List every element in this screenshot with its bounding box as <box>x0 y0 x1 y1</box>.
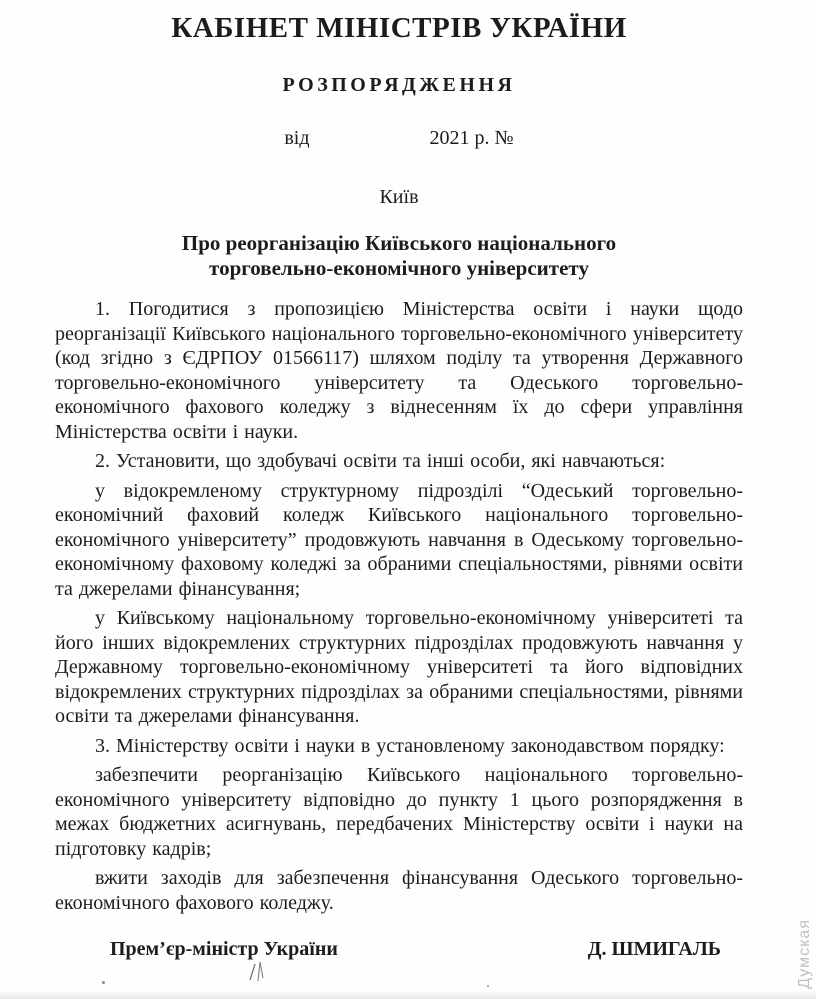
document-title-line1: Про реорганізацію Київського національного <box>181 231 617 255</box>
date-year-number: 2021 р. № <box>429 127 514 149</box>
doc-type-heading: РОЗПОРЯДЖЕННЯ <box>282 74 516 96</box>
scan-bottom-edge <box>0 990 816 999</box>
signer-position: Прем’єр-міністр України <box>110 938 338 960</box>
body-paragraph: забезпечити реорганізацію Київського національного торговельно-економічного університету відповідно до пункту 1 цього розпорядження в межах бюджетних асигнувань, передбачених Міністерству освіти і науки на підготовку кадрів; <box>55 764 743 860</box>
date-line <box>55 127 743 150</box>
document-title <box>55 231 743 281</box>
document-title-line2: торговельно-економічного університету <box>209 256 589 280</box>
body-paragraph: 2. Установити, що здобувачі освіти та інші особи, які навчаються: <box>95 450 666 472</box>
signer-name: Д. ШМИГАЛЬ <box>587 938 721 960</box>
body-paragraph: у Київському національному торговельно-економічному університеті та його інших відокремлених структурних підрозділах продовжують навчання у Державному торговельно-економічному університеті та його відповідних відокремлених структурних підрозділах за обраними спеціальностями, рівнями освіти та джерелами фінансування. <box>55 607 743 727</box>
body-paragraph: 3. Міністерству освіти і науки в установленому законодавством порядку: <box>95 734 725 757</box>
date-prefix: від <box>284 127 310 149</box>
signature-block <box>110 938 721 961</box>
body-paragraph: 1. Погодитися з пропозицією Міністерства освіти і науки щодо реорганізації Київського національного торговельно-економічного університету (код згідно з ЄДРПОУ 01566117) шляхом поділу та утворення Державного торговельно-економічного університету та Одеського торговельно-економічного фахового коледжу з віднесенням їх до сфери управління Міністерства освіти і науки. <box>55 298 743 443</box>
pen-stroke-artifact <box>248 956 270 982</box>
document-body <box>55 297 743 915</box>
org-name-heading: КАБІНЕТ МІНІСТРІВ УКРАЇНИ <box>171 12 627 44</box>
watermark-text: Думская <box>796 919 813 989</box>
body-paragraph: у відокремленому структурному підрозділі “Одеський торговельно-економічний фаховий коледж Київського національного торговельно-економічного університету” продовжують навчання в Одеському торговельно-економічному фаховому коледжі за обраними спеціальностями, рівнями освіти та джерелами фінансування; <box>55 479 743 600</box>
document-content <box>55 0 743 915</box>
city-label: Київ <box>379 186 419 208</box>
scan-speck <box>102 981 105 984</box>
body-paragraph: вжити заходів для забезпечення фінансування Одеського торговельно-економічного фахового коледжу. <box>55 867 743 914</box>
scan-speck <box>487 985 489 987</box>
